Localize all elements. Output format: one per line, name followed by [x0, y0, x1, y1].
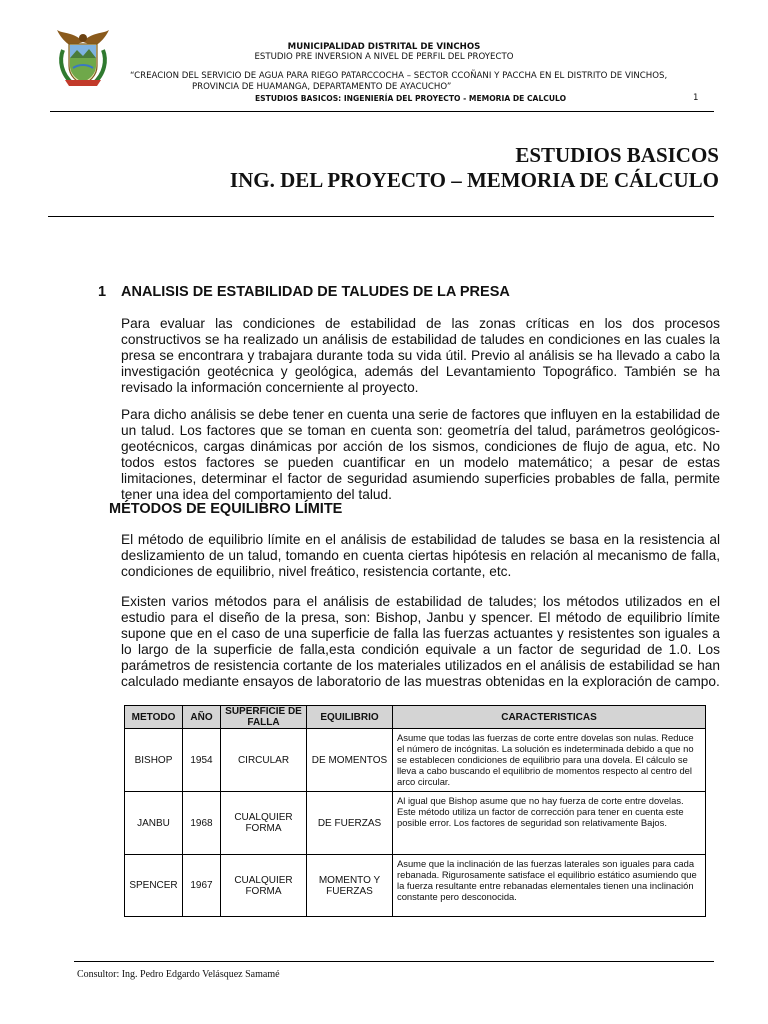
table-row: [125, 792, 706, 855]
table-cell: Asume que la inclinación de las fuerzas laterales son iguales para cada rebanada. Rigurosamente satisface el equilibrio estático asumiendo que la fuerza resultante entre rebanadas elementales tienen una inclinación constante pero desconocida.: [393, 855, 706, 917]
table-row: [125, 729, 706, 792]
column-header: EQUILIBRIO: [307, 706, 393, 729]
methods-table: [124, 705, 706, 917]
table-header-row: [125, 706, 706, 729]
header-divider: [50, 111, 714, 112]
paragraph: El método de equilibrio límite en el análisis de estabilidad de taludes se basa en la resistencia al deslizamiento de un talud, tomando en cuenta ciertas hipótesis en relación al mecanismo de falla, condiciones de equilibrio, nivel freático, resistencia cortante, etc.: [121, 532, 720, 579]
footer-divider: [74, 961, 714, 962]
header-project-line-2: PROVINCIA DE HUAMANGA, DEPARTAMENTO DE AYACUCHO”: [192, 82, 452, 92]
column-header: METODO: [125, 706, 183, 729]
table-cell: JANBU: [125, 792, 183, 855]
footer-consultant: Consultor: Ing. Pedro Edgardo Velásquez Samamé: [77, 969, 280, 980]
column-header: SUPERFICIE DE FALLA: [221, 706, 307, 729]
column-header: AÑO: [183, 706, 221, 729]
table-cell: CUALQUIER FORMA: [221, 855, 307, 917]
section-number: 1: [98, 284, 107, 300]
table-cell: MOMENTO Y FUERZAS: [307, 855, 393, 917]
table-cell: DE FUERZAS: [307, 792, 393, 855]
subsection-heading: MÉTODOS DE EQUILIBRO LÍMITE: [109, 501, 343, 517]
section-heading: [98, 284, 510, 300]
title-divider: [48, 216, 714, 217]
document-title-line-2: ING. DEL PROYECTO – MEMORIA DE CÁLCULO: [229, 168, 719, 192]
table-cell: Asume que todas las fuerzas de corte entre dovelas son nulas. Reduce el número de incógnitas. La solución es indeterminada debido a que no se establecen condiciones de equilibrio para una dovela. El cálculo se lleva a cabo buscando el equilibrio de momentos respecto al centro del arco circular.: [393, 729, 706, 792]
table-cell: 1968: [183, 792, 221, 855]
table-row: [125, 855, 706, 917]
table-cell: CUALQUIER FORMA: [221, 792, 307, 855]
header-project-line-1: “CREACION DEL SERVICIO DE AGUA PARA RIEGO PATARCCOCHA – SECTOR CCOÑANI Y PACCHA EN EL DISTRITO DE VINCHOS,: [130, 71, 668, 81]
paragraph: Existen varios métodos para el análisis de estabilidad de taludes; los métodos utilizados en el estudio para el diseño de la presa, son: Bishop, Janbu y spencer. El método de equilibrio límite supone que en el caso de una superficie de falla las fuerzas actuantes y resistentes son iguales a lo largo de la superficie de falla,esta condición equivale a un factor de seguridad de 1.0. Los parámetros de resistencia cortante de los materiales utilizados en el análisis de estabilidad se han calculado mediante ensayos de laboratorio de las muestras obtenidas en la exploración de campo.: [121, 594, 720, 689]
paragraph: Para dicho análisis se debe tener en cuenta una serie de factores que influyen en la estabilidad de un talud. Los factores que se toman en cuenta son: geometría del talud, parámetros geológicos-geotécnicos, cargas dinámicas por acción de los sismos, condiciones de flujo de agua, etc. No todos estos factores se pueden cuantificar en un modelo matemático; a pesar de estas limitaciones, determinar el factor de seguridad asumiendo superficies probables de falla, permite tener una idea del comportamiento del talud.: [121, 407, 720, 502]
header-study-name: ESTUDIO PRE INVERSION A NIVEL DE PERFIL DEL PROYECTO: [254, 52, 514, 62]
table-cell: BISHOP: [125, 729, 183, 792]
document-title-line-1: ESTUDIOS BASICOS: [515, 143, 719, 167]
section-heading-text: ANALISIS DE ESTABILIDAD DE TALUDES DE LA PRESA: [121, 284, 510, 300]
column-header: CARACTERISTICAS: [393, 706, 706, 729]
header-section-label: ESTUDIOS BASICOS: INGENIERÍA DEL PROYECTO - MEMORIA DE CALCULO: [255, 94, 567, 103]
header-institution: MUNICIPALIDAD DISTRITAL DE VINCHOS: [287, 42, 481, 52]
table-cell: 1967: [183, 855, 221, 917]
table-cell: CIRCULAR: [221, 729, 307, 792]
table-cell: 1954: [183, 729, 221, 792]
paragraph: Para evaluar las condiciones de estabilidad de las zonas críticas en los dos procesos constructivos se ha realizado un análisis de estabilidad de taludes en condiciones en las cuales la presa se encontrara y trabajara durante toda su vida útil. Previo al análisis se ha llevado a cabo la investigación geotécnica y geológica, además del Levantamiento Topográfico. También se ha revisado la información concerniente al proyecto.: [121, 316, 720, 395]
table-cell: Al igual que Bishop asume que no hay fuerza de corte entre dovelas. Este método utiliza un factor de corrección para tener en cuenta este posible error. Los factores de seguridad son relativamente Bajos.: [393, 792, 706, 855]
table-cell: SPENCER: [125, 855, 183, 917]
table-cell: DE MOMENTOS: [307, 729, 393, 792]
header-project-title: [130, 71, 720, 93]
page-number: 1: [693, 93, 699, 103]
